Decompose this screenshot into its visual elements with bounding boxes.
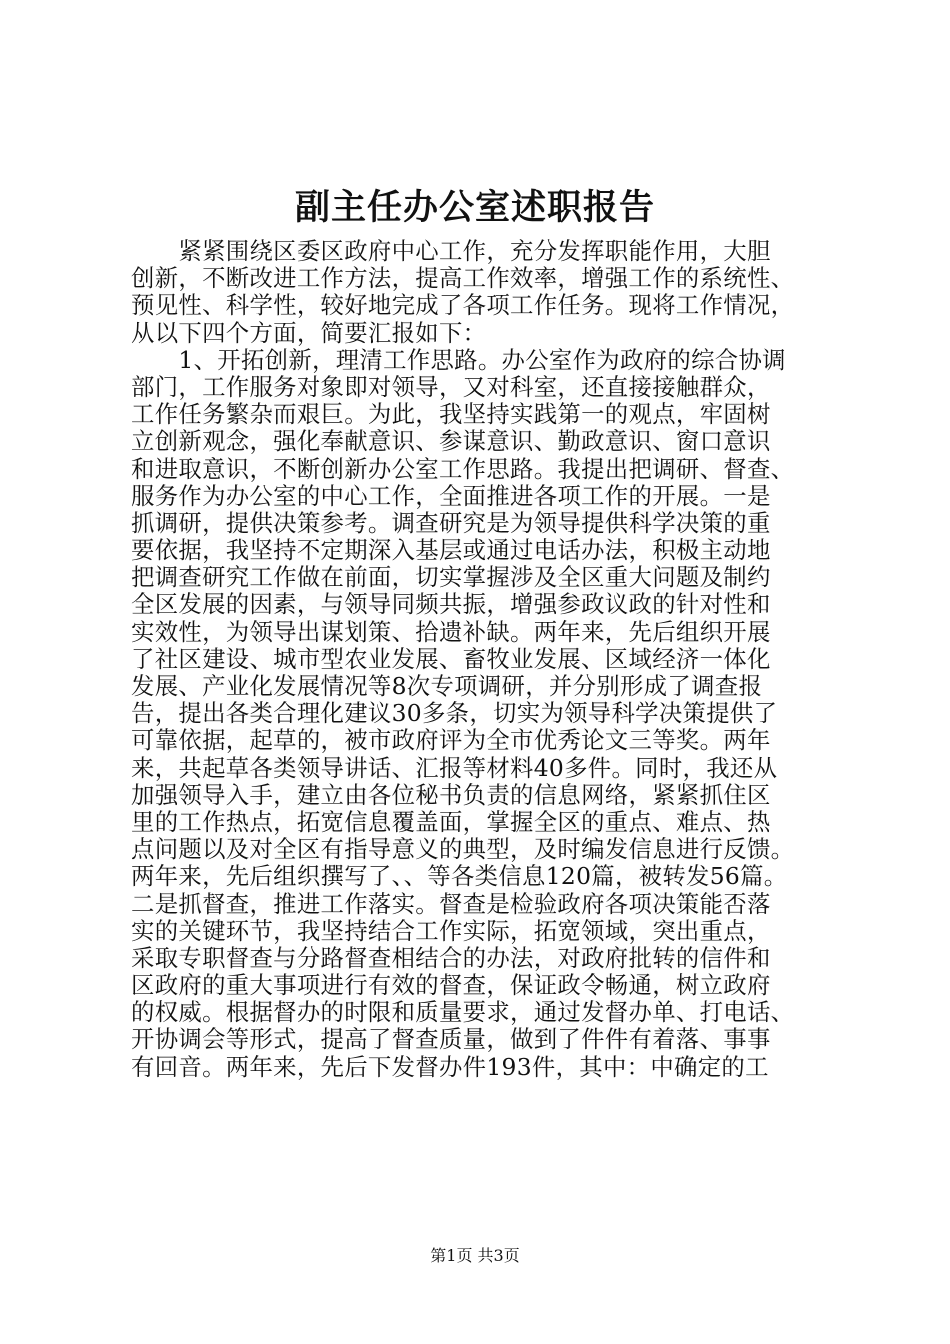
body-line: 预见性、科学性，较好地完成了各项工作任务。现将工作情况， [131, 291, 795, 320]
body-line: 里的工作热点，拓宽信息覆盖面，掌握全区的重点、难点、热 [131, 807, 771, 836]
body-line: 从以下四个方面，简要汇报如下： [131, 318, 487, 347]
body-line: 实的关键环节，我坚持结合工作实际，拓宽领域，突出重点， [131, 916, 771, 945]
body-line: 来，共起草各类领导讲话、汇报等材料40多件。同时，我还从 [131, 753, 778, 782]
body-line: 创新，不断改进工作方法，提高工作效率，增强工作的系统性、 [131, 264, 795, 293]
body-line: 工作任务繁杂而艰巨。为此，我坚持实践第一的观点，牢固树 [131, 400, 771, 429]
body-line: 实效性，为领导出谋划策、拾遗补缺。两年来，先后组织开展 [131, 617, 771, 646]
body-line: 二是抓督查，推进工作落实。督查是检验政府各项决策能否落 [131, 889, 771, 918]
body-line: 加强领导入手，建立由各位秘书负责的信息网络，紧紧抓住区 [131, 780, 771, 809]
body-line: 部门，工作服务对象即对领导，又对科室，还直接接触群众， [131, 372, 771, 401]
document-title: 副主任办公室述职报告 [294, 187, 655, 228]
body-line: 要依据，我坚持不定期深入基层或通过电话办法，积极主动地 [131, 536, 771, 565]
body-line: 的权威。根据督办的时限和质量要求，通过发督办单、打电话、 [131, 998, 795, 1027]
body-line: 开协调会等形式，提高了督查质量，做到了件件有着落、事事 [131, 1025, 771, 1054]
body-line: 把调查研究工作做在前面，切实掌握涉及全区重大问题及制约 [131, 563, 771, 592]
body-line: 1、开拓创新，理清工作思路。办公室作为政府的综合协调 [131, 345, 786, 374]
body-line: 区政府的重大事项进行有效的督查，保证政令畅通，树立政府 [131, 971, 771, 1000]
body-line: 全区发展的因素，与领导同频共振，增强参政议政的针对性和 [131, 590, 771, 619]
body-line: 立创新观念，强化奉献意识、参谋意识、勤政意识、窗口意识 [131, 427, 771, 456]
body-line: 采取专职督查与分路督查相结合的办法，对政府批转的信件和 [131, 943, 771, 972]
page-number-footer: 第1页 共3页 [430, 1246, 520, 1265]
body-line: 紧紧围绕区委区政府中心工作，充分发挥职能作用，大胆 [131, 237, 771, 265]
body-line: 可靠依据，起草的，被市政府评为全市优秀论文三等奖。两年 [131, 726, 771, 755]
document-body [131, 238, 831, 1081]
body-line: 服务作为办公室的中心工作，全面推进各项工作的开展。一是 [131, 481, 771, 510]
body-line: 了社区建设、城市型农业发展、畜牧业发展、区域经济一体化 [131, 644, 771, 673]
body-line: 点问题以及对全区有指导意义的典型，及时编发信息进行反馈。 [131, 835, 795, 864]
body-line: 有回音。两年来，先后下发督办件193件，其中：中确定的工 [131, 1052, 769, 1081]
body-line: 抓调研，提供决策参考。调查研究是为领导提供科学决策的重 [131, 508, 771, 537]
body-line: 告，提出各类合理化建议30多条，切实为领导科学决策提供了 [131, 699, 778, 728]
body-line: 两年来，先后组织撰写了、、等各类信息120篇，被转发56篇。 [131, 862, 788, 891]
body-line: 和进取意识，不断创新办公室工作思路。我提出把调研、督查、 [131, 454, 795, 483]
body-line: 发展、产业化发展情况等8次专项调研，并分别形成了调查报 [131, 672, 763, 700]
